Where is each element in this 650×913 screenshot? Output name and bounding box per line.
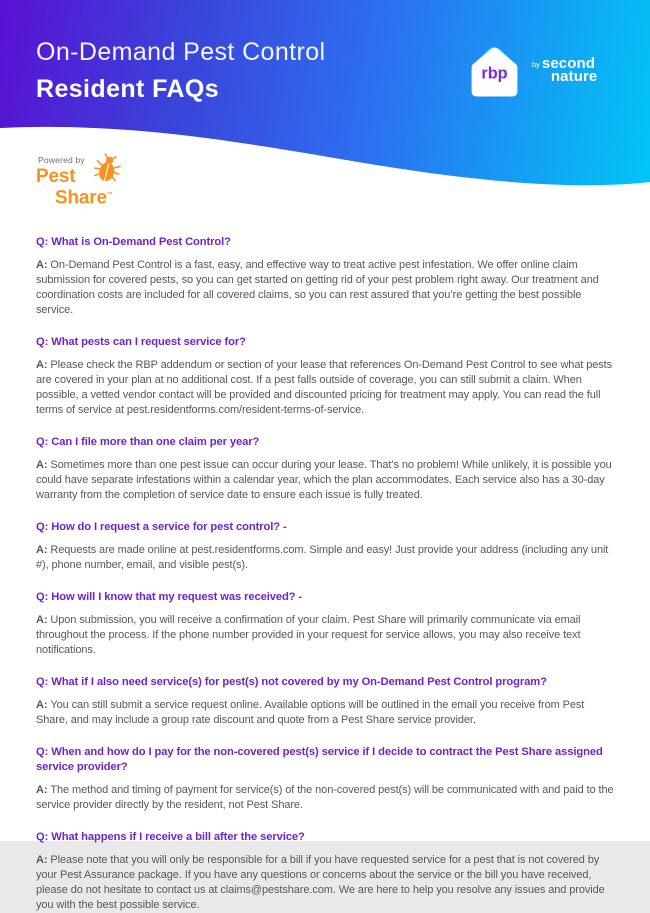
share-label: Share bbox=[55, 187, 107, 209]
answer-text: On-Demand Pest Control is a fast, easy, and effective way to treat active pest infestation. We offer online claim submission for covered pests, so you can get started on getting rid of your pest problem right away. Our treatment and coordination costs are included for all covered claims, so you can rest assured that you’re getting the best possible service. bbox=[36, 259, 599, 316]
faq-answer bbox=[36, 458, 614, 503]
faq-question: Q: What happens if I receive a bill after the service? bbox=[36, 831, 305, 843]
faq-answer bbox=[36, 783, 614, 813]
faq-answer bbox=[36, 853, 614, 913]
faq-item-2 bbox=[36, 335, 614, 418]
header-titles bbox=[36, 38, 325, 104]
faq-question: Q: How do I request a service for pest control? - bbox=[36, 521, 287, 533]
trademark-symbol: ™ bbox=[106, 192, 113, 198]
answer-text: The method and timing of payment for service(s) of the non-covered pest(s) will be communicated with and paid to the service provider directly by the resident, not Pest Share. bbox=[36, 784, 614, 811]
faq-item-1 bbox=[36, 235, 614, 318]
answer-prefix: A: bbox=[36, 614, 48, 626]
faq-item-3 bbox=[36, 435, 614, 503]
faq-answer bbox=[36, 543, 614, 573]
second-nature-wordmark bbox=[532, 54, 598, 85]
faq-answer bbox=[36, 358, 614, 418]
second-nature-line2: nature bbox=[550, 67, 598, 85]
rbp-house-icon bbox=[466, 41, 523, 98]
answer-prefix: A: bbox=[36, 544, 48, 556]
answer-text: Sometimes more than one pest issue can occur during your lease. That’s no problem! While unlikely, it is possible you could have separate infestations within a calendar year, which the plan accommodates. Each service also has a 30-day warranty from the completion of service date to ensure each issue is fully treated. bbox=[36, 459, 612, 501]
faq-answer bbox=[36, 613, 614, 658]
faq-item-5 bbox=[36, 590, 614, 658]
document-title: On-Demand Pest Control bbox=[36, 38, 326, 66]
faq-answer bbox=[36, 698, 614, 728]
document-subtitle: Resident FAQs bbox=[36, 75, 220, 103]
answer-text: Upon submission, you will receive a confirmation of your claim. Pest Share will primarily communicate via email throughout the process. If the phone number provided in your request for service allows, you may also receive text notifications. bbox=[36, 614, 581, 656]
pest-label: Pest bbox=[36, 166, 76, 187]
pest-share-logo bbox=[36, 155, 156, 207]
second-nature-line1: second bbox=[541, 54, 596, 72]
faq-question: Q: How will I know that my request was received? - bbox=[36, 591, 303, 603]
powered-by-label: Powered by bbox=[38, 155, 85, 165]
pest-share-wordmark-line2 bbox=[55, 186, 156, 207]
answer-text: Please note that you will only be responsible for a bill if you have requested service for a pest that is not covered by your Pest Assurance package. If you have any questions or concerns about the service or the bill you have received, please do not hesitate to contact us at claims@pestshare.com. We are here to help you resolve any issues and provide you with the best possible service. bbox=[36, 854, 605, 911]
faq-question: Q: What is On-Demand Pest Control? bbox=[36, 236, 231, 248]
answer-prefix: A: bbox=[36, 854, 48, 866]
faq-question: Q: Can I file more than one claim per year? bbox=[36, 436, 260, 448]
faq-item-6 bbox=[36, 675, 614, 728]
faq-question: Q: When and how do I pay for the non-covered pest(s) service if I decide to contract the Pest Share assigned service provider? bbox=[36, 746, 603, 773]
faq-answer bbox=[36, 258, 614, 318]
answer-prefix: A: bbox=[36, 459, 48, 471]
answer-prefix: A: bbox=[36, 784, 48, 796]
rbp-badge-text: rbp bbox=[481, 64, 508, 83]
faq-item-7 bbox=[36, 745, 614, 813]
by-label: by bbox=[532, 59, 540, 69]
rbp-second-nature-logo bbox=[466, 41, 597, 98]
answer-text: You can still submit a service request online. Available options will be outlined in the email you receive from Pest Share, and may include a group rate discount and quote from a Pest Share service provider. bbox=[36, 699, 585, 726]
answer-prefix: A: bbox=[36, 359, 48, 371]
faq-question: Q: What if I also need service(s) for pest(s) not covered by my On-Demand Pest Control program? bbox=[36, 676, 547, 688]
answer-prefix: A: bbox=[36, 259, 48, 271]
faq-question: Q: What pests can I request service for? bbox=[36, 336, 246, 348]
answer-prefix: A: bbox=[36, 699, 48, 711]
faq-item-4 bbox=[36, 520, 614, 573]
bug-icon bbox=[94, 154, 121, 184]
faq-item-8 bbox=[36, 830, 614, 913]
faq-list bbox=[0, 210, 650, 913]
answer-text: Please check the RBP addendum or section of your lease that references On-Demand Pest Control to see what pests are covered in your plan at no additional cost. If a pest falls outside of coverage, you can still submit a claim. When possible, a vetted vendor contact will be provided and discounted pricing for treatment may apply. You can read the full terms of service at pest.residentforms.com/resident-terms-of-service. bbox=[36, 359, 613, 416]
answer-text: Requests are made online at pest.residentforms.com. Simple and easy! Just provide your address (including any unit #), phone number, email, and visible pest(s). bbox=[36, 544, 609, 571]
